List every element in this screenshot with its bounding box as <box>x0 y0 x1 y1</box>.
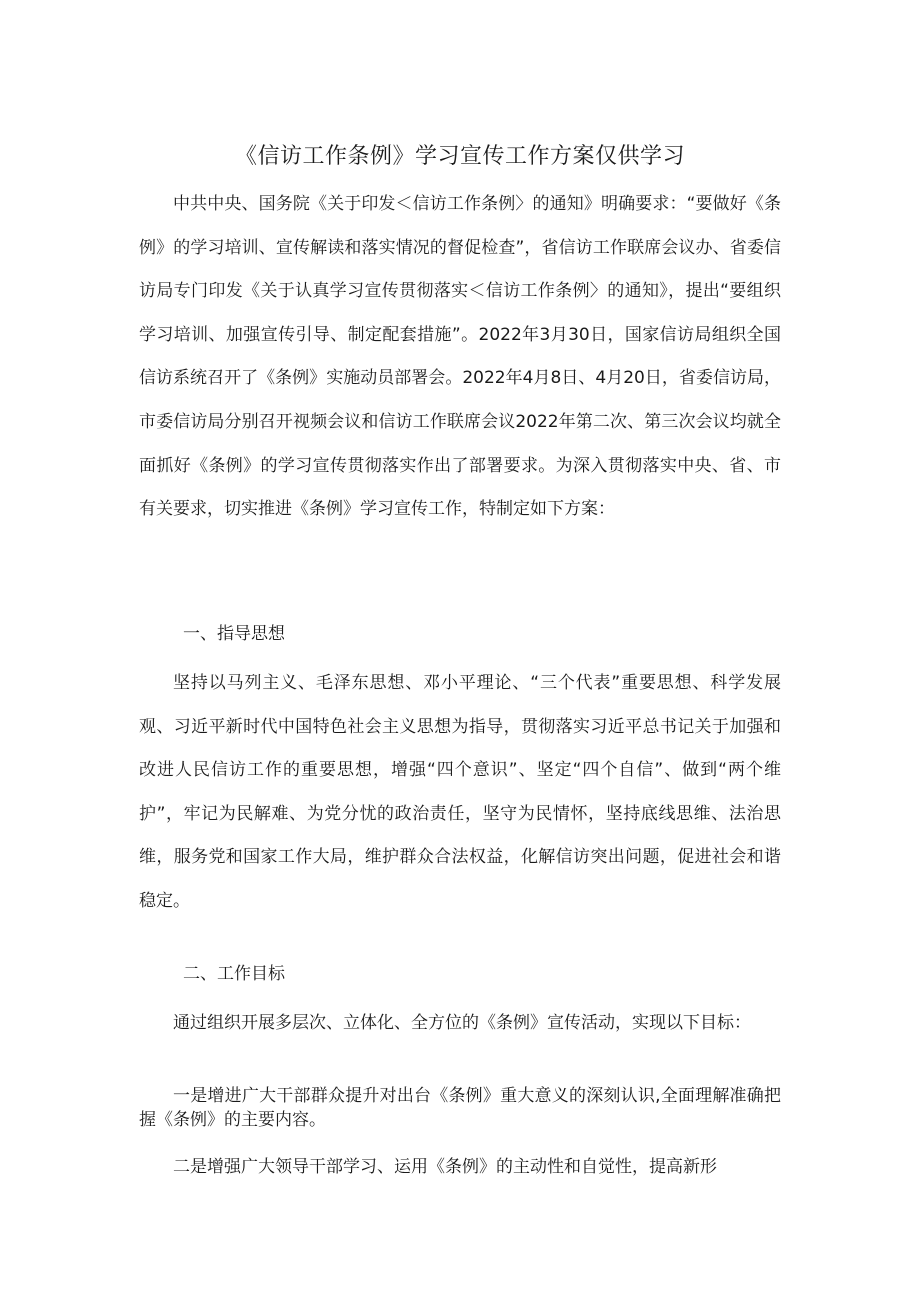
document-title: 《信访工作条例》学习宣传工作方案仅供学习 <box>234 144 685 169</box>
section-heading-label: 一、指导思想 <box>183 624 285 644</box>
intro-paragraph: 中共中央、国务院《关于印发＜信访工作条例〉的通知》明确要求：“要做好《条例》的学习培训、宣传解读和落实情况的督促检查”，省信访工作联席会议办、省委信访局专门印发《关于认真学习宣传贯彻落实＜信访工作条例〉的通知》，提出“要组织学习培训、加强宣传引导、制定配套措施”。2022年3月30日，国家信访局组织全国信访系统召开了《条例》实施动员部署会。2022年4月8日、4月20日，省委信访局，市委信访局分别召开视频会议和信访工作联席会议2022年第二次、第三次会议均就全面抓好《条例》的学习宣传贯彻落实作出了部署要求。为深入贯彻落实中央、省、市有关要求，切实推进《条例》学习宣传工作，特制定如下方案： <box>139 194 781 520</box>
goal-one-paragraph: 一是增进广大干部群众提升对出台《条例》重大意义的深刻认识,全面理解准确把握《条例》的主要内容。 <box>139 1086 781 1130</box>
guiding-ideology-paragraph: 坚持以马列主义、毛泽东思想、邓小平理论、“三个代表”重要思想、科学发展观、习近平新时代中国特色社会主义思想为指导，贯彻落实习近平总书记关于加强和改进人民信访工作的重要思想，增强“四个意识”、坚定“四个自信”、做到“两个维护”，牢记为民解难、为党分忧的政治责任，坚守为民情怀，坚持底线思维、法治思维，服务党和国家工作大局，维护群众合法权益，化解信访突出问题，促进社会和谐稳定。 <box>139 673 781 911</box>
work-goals-intro-paragraph: 通过组织开展多层次、立体化、全方位的《条例》宣传活动，实现以下目标： <box>173 1013 751 1033</box>
goal-two-paragraph: 二是增强广大领导干部学习、运用《条例》的主动性和自觉性，提高新形 <box>173 1157 717 1177</box>
section-heading-label: 二、工作目标 <box>183 964 285 984</box>
